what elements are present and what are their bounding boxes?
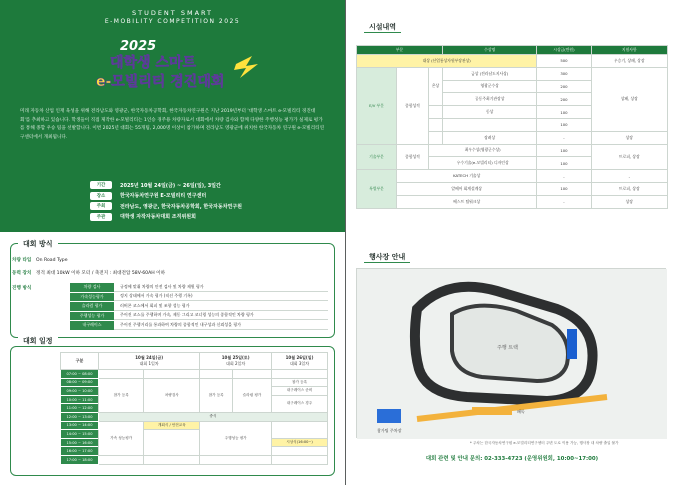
method-row	[12, 285, 36, 291]
schedule-cell: 내구레이스 준비	[272, 387, 328, 396]
header-line2: E-MOBILITY COMPETITION 2025	[104, 18, 241, 25]
schedule-cell: 차량검사	[144, 378, 200, 412]
contest-value: 규정에 맞춰 차량의 안전 검사 및 차량 제원 평가	[114, 283, 328, 292]
contest-row	[70, 283, 328, 292]
time-slot: 12:00 ~ 13:00	[61, 412, 99, 421]
award-cell: 베스트 팀워크상	[397, 195, 537, 208]
schedule-table	[60, 352, 328, 465]
facility-title: 시설내역	[364, 22, 401, 33]
award-cell: KATECH 기술상	[397, 170, 537, 183]
award-cell: 종합성적	[397, 67, 429, 144]
award-cell: 500	[537, 55, 591, 68]
award-cell: 최우수상(영광군수상)	[429, 144, 537, 157]
method-key: 진행 방식	[12, 286, 32, 291]
info-label: 주관	[90, 213, 112, 221]
contest-key: 차량 검사	[70, 283, 114, 292]
time-slot: 16:00 ~ 17:00	[61, 447, 99, 456]
contact-info: 대회 관련 및 안내 문의: 02-333-4723 (운영위원회, 10:00~17:00)	[425, 456, 599, 462]
award-group: E/V 부문	[357, 67, 397, 144]
map-title: 행사장 안내	[364, 252, 410, 263]
schedule-cell: 중식	[99, 412, 328, 421]
award-cell: -	[537, 170, 591, 183]
intro-text: 미래 자동차 산업 인재 육성을 위해 전라남도와 영광군, 한국자동차공학회, 한국자동차연구원은 지난 2019년부터 '대학생 스마트 e-모빌리티 경진대회'를 추최하고 있습니다. 학생들이 직접 제작한 e-모빌리티는 1인승 경주용 차량자로서 대회에서 차량 검사와 함께 다양한 주행성능 평가가 실제로 평가를 통해 종합 우승 팀을 선발합니다. 이번 2025년 대회는 55개팀, 2,000명 이상이 참가하며 전라남도 영광군에 위치한 한국자동차 연구원 e-모빌리티연구센터에서 개최됩니다.	[20, 109, 325, 140]
award-table: 부문 수상명 시상금(만원) 지원사항 대상 (산업통상자원부장관상) 500 우승기, 상패, 상장 E/V 부문 종합성적 은상 금상 (전라남도지사상) 300 상패, 상장 영광군수상 200 공동주최기관장상 200 동상 100 100 장려상 - 상장 기술부문 종합성적 최우수상(영광군수상) 100 트로피, 상장 우수기술(e-모빌리티) 디자인상 100 특별부문 KATECH 기술상 - - 알베어 회계설계상 100 트로피, 상장 베스트 팀워크상 - 상장	[356, 45, 668, 209]
schedule-col-header: 구분	[61, 353, 99, 370]
method-title: 대회 방식	[18, 239, 58, 249]
contest-value: 주어진 코스를 주행하며 가속, 제동 그리고 코너링 성능의 종합적인 차량 평가	[114, 312, 328, 321]
method-value: On Road Type	[36, 258, 68, 263]
time-slot: 15:00 ~ 16:00	[61, 438, 99, 447]
logo-line1: 대학생 스마트	[110, 55, 197, 71]
time-slot: 08:00 ~ 09:00	[61, 378, 99, 387]
parking-label: 참가팀 주차장	[377, 428, 402, 433]
logo-year: 2025	[120, 39, 157, 54]
method-row	[12, 270, 165, 276]
info-value: 대학생 자작자동차대회 조직위원회	[120, 214, 196, 220]
track-label: 주행 트랙	[497, 345, 518, 351]
award-cell: 200	[537, 93, 591, 106]
schedule-cell: 참가 등록	[272, 378, 328, 387]
contest-row	[70, 321, 328, 330]
schedule-cell: 내구레이스 경주	[272, 395, 328, 412]
award-cell: 트로피, 상장	[591, 144, 667, 170]
award-cell: 100	[537, 182, 591, 195]
award-group: 기술부문	[357, 144, 397, 170]
contest-key: 슬라럼 평가	[70, 302, 114, 311]
time-slot: 17:00 ~ 18:00	[61, 455, 99, 464]
paddock-label: 패독	[517, 409, 525, 414]
award-cell: 100	[537, 157, 591, 170]
award-cell: 대상 (산업통상자원부장관상)	[357, 55, 537, 68]
contest-key: 주행성능 평가	[70, 312, 114, 321]
award-cell: 트로피, 상장	[591, 182, 667, 195]
time-slot: 07:00 ~ 08:00	[61, 370, 99, 379]
award-cell: 300	[537, 67, 591, 80]
award-cell: 200	[537, 80, 591, 93]
award-header: 수상명	[443, 46, 537, 55]
method-value: 정격 최대 10kW 이하 모터 / 축전지 : 최대전압 58V-60AH 이하	[36, 271, 166, 276]
schedule-title: 대회 일정	[18, 336, 58, 346]
award-group: 특별부문	[357, 170, 397, 208]
competition-logo	[0, 34, 345, 94]
method-key: 동력 장치	[12, 271, 32, 276]
info-label: 장소	[90, 192, 112, 200]
award-cell: 공동주최기관장상	[443, 93, 537, 106]
info-row	[90, 212, 242, 222]
award-cell: 금상 (전라남도지사상)	[443, 67, 537, 80]
schedule-cell: 슬라럼 평가	[233, 378, 272, 412]
time-slot: 10:00 ~ 11:00	[61, 395, 99, 404]
track-map-graphic	[357, 269, 667, 439]
award-cell: 우승기, 상패, 상장	[591, 55, 667, 68]
schedule-cell: 주행성능 평가	[200, 421, 272, 455]
award-cell: 장려상	[443, 131, 537, 144]
info-label: 주최	[90, 202, 112, 210]
lightning-icon	[234, 56, 258, 78]
info-row	[90, 201, 242, 211]
schedule-cell: 시상식(16:00~)	[272, 438, 328, 447]
event-info	[90, 180, 242, 222]
award-cell: -	[537, 131, 591, 144]
award-header: 지원사항	[591, 46, 667, 55]
award-header: 시상금(만원)	[537, 46, 591, 55]
schedule-day-header: 10월 25일(토) 대회 2일차	[200, 353, 272, 370]
contest-value: 주어진 주행거리를 통과하여 차량의 종합적인 내구성과 신뢰성을 평가	[114, 321, 328, 330]
award-cell	[443, 118, 537, 131]
schedule-cell: 참가 등록	[99, 378, 144, 412]
method-key: 차량 타입	[12, 258, 32, 263]
award-cell: 알베어 회계설계상	[397, 182, 537, 195]
award-cell: 100	[537, 144, 591, 157]
schedule-cell: 가속 성능평가	[99, 421, 144, 455]
award-cell: 100	[537, 106, 591, 119]
info-value: 2025년 10월 24일(금) ~ 26일(일), 3일간	[120, 182, 221, 189]
info-value: 한국자동차연구원 E-모빌리티 연구센터	[120, 193, 207, 199]
schedule-cell: 참가 등록	[200, 378, 233, 412]
contest-key: 내구레이스	[70, 321, 114, 330]
contest-row	[70, 312, 328, 321]
schedule-cell: 개회식 / 안전교육	[144, 421, 200, 430]
contest-list	[70, 283, 328, 331]
time-slot: 13:00 ~ 14:00	[61, 421, 99, 430]
time-slot: 11:00 ~ 12:00	[61, 404, 99, 413]
award-cell: 종합성적	[397, 144, 429, 170]
pit-marker	[567, 329, 577, 359]
award-cell: 100	[537, 118, 591, 131]
contest-key: 가속성능평가	[70, 293, 114, 302]
info-row	[90, 191, 242, 201]
venue-map	[356, 268, 666, 438]
parking-marker	[377, 409, 401, 423]
contest-row	[70, 293, 328, 302]
paddock-marker	[472, 407, 512, 415]
method-row	[12, 257, 68, 263]
time-slot: 14:00 ~ 15:00	[61, 430, 99, 439]
award-cell: 영광군수상	[443, 80, 537, 93]
award-cell: 상장	[591, 131, 667, 144]
contest-value: 러버콘 코스에서 회피 및 조향 성능 평가	[114, 302, 328, 311]
header-line1: STUDENT SMART	[131, 9, 214, 17]
contest-value: 정지 상태에서 가속 평가 (직선 주행 기록)	[114, 293, 328, 302]
hero-banner	[0, 0, 345, 232]
info-row	[90, 180, 242, 190]
time-slot: 09:00 ~ 10:00	[61, 387, 99, 396]
award-cell: 상패, 상장	[591, 67, 667, 131]
schedule-day-header: 10월 24일(금) 대회 1일차	[99, 353, 200, 370]
logo-line2: e-모빌리티 경진대회	[96, 74, 225, 90]
award-cell: 우수기술(e-모빌리티) 디자인상	[429, 157, 537, 170]
schedule-day-header: 10월 26일(일) 대회 3일차	[272, 353, 328, 370]
info-value: 전라남도, 영광군, 한국자동차공학회, 한국자동차연구원	[120, 203, 243, 210]
award-cell: -	[537, 195, 591, 208]
map-note: * 주차는 한국자동차연구원 e-모빌리티연구센터 주변 도로 이용 가능, 행사장 내 차량 출입 불가	[470, 441, 619, 445]
contest-row	[70, 302, 328, 311]
award-cell: 동상	[443, 106, 537, 119]
award-header: 부문	[357, 46, 443, 55]
info-label: 기간	[90, 181, 112, 189]
